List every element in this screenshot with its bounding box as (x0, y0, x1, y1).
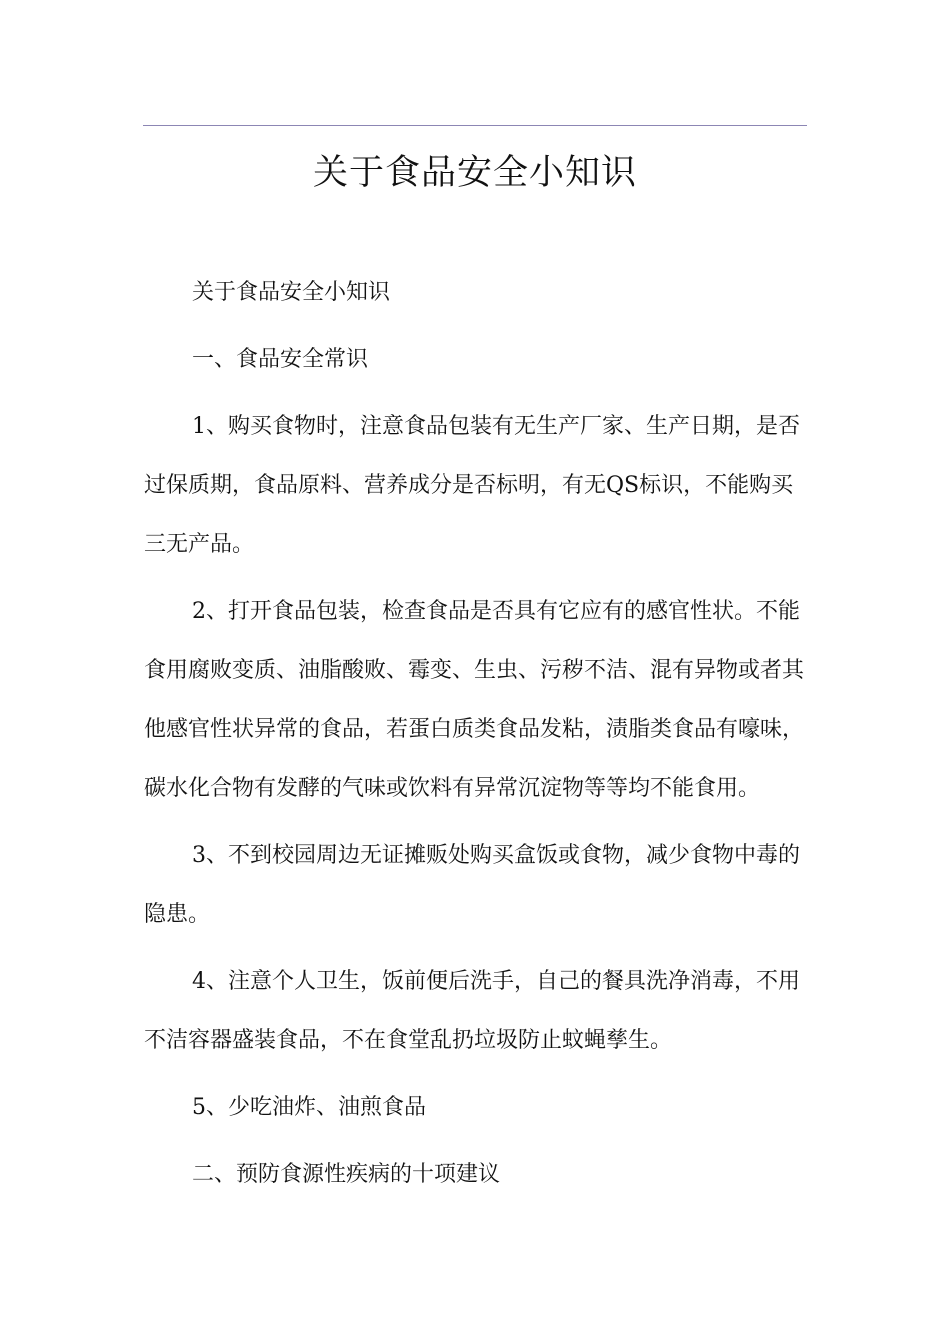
paragraph-item-2: 2、打开食品包装，检查食品是否具有它应有的感官性状。不能食用腐败变质、油脂酸败、霉变、生虫、污秽不洁、混有异物或者其他感官性状异常的食品，若蛋白质类食品发粘，渍脂类食品有嚎味，碳水化合物有发酵的气味或饮料有异常沉淀物等等均不能食用。 (144, 599, 805, 801)
paragraph-item-5: 5、少吃油炸、油煎食品 (192, 1095, 426, 1120)
document-title: 关于食品安全小知识 (312, 153, 637, 193)
section-heading-2: 二、预防食源性疾病的十项建议 (192, 1162, 501, 1187)
document-body (144, 263, 808, 1212)
section-heading-1: 一、食品安全常识 (192, 347, 369, 372)
paragraph-item-4: 4、注意个人卫生，饭前便后洗手，自己的餐具洗净消毒，不用不洁容器盛装食品，不在食堂乱扔垃圾防止蚊蝇孳生。 (144, 969, 800, 1053)
paragraph-item-3: 3、不到校园周边无证摊贩处购买盒饭或食物，减少食物中毒的隐患。 (144, 843, 800, 927)
header-rule (143, 125, 807, 126)
paragraph-item-1: 1、购买食物时，注意食品包装有无生产厂家、生产日期，是否过保质期，食品原料、营养成分是否标明，有无QS标识，不能购买三无产品。 (144, 414, 800, 557)
paragraph-heading: 关于食品安全小知识 (192, 280, 391, 305)
